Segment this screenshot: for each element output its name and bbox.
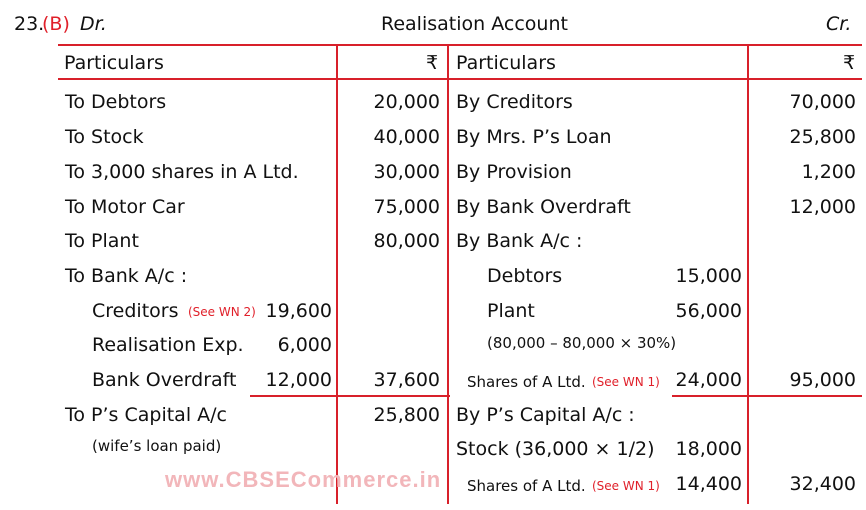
credit-amount-capital-total: 32,400 <box>789 473 856 495</box>
debit-label-p-capital: To P’s Capital A/c <box>65 404 227 426</box>
credit-label-provision: By Provision <box>456 161 572 183</box>
header-right-amount: ₹ <box>843 52 856 74</box>
debit-label-motor-car: To Motor Car <box>65 196 185 218</box>
credit-label-debtors: Debtors <box>487 265 563 287</box>
debit-label-bank-overdraft: Bank Overdraft <box>92 369 237 391</box>
debit-amount-plant: 80,000 <box>373 230 440 252</box>
debit-label-realisation-exp: Realisation Exp. <box>92 334 244 356</box>
credit-label-shares-bank: Shares of A Ltd. <box>467 373 586 391</box>
credit-amount-creditors: 70,000 <box>789 91 856 113</box>
credit-inner-shares-bank: 24,000 <box>675 369 742 391</box>
debit-label-stock: To Stock <box>65 126 144 148</box>
header-bottom-rule <box>58 78 862 80</box>
credit-inner-debtors: 15,000 <box>675 265 742 287</box>
debit-amount-debtors: 20,000 <box>373 91 440 113</box>
debit-marker: Dr. <box>80 13 107 35</box>
debit-label-debtors: To Debtors <box>65 91 167 113</box>
header-top-rule <box>58 44 862 46</box>
center-divider <box>447 44 449 504</box>
debit-inner-creditors: 19,600 <box>265 300 332 322</box>
credit-label-stock: Stock (36,000 × 1/2) <box>456 438 655 460</box>
credit-label-shares-capital: Shares of A Ltd. <box>467 477 586 495</box>
credit-amount-bank-overdraft: 12,000 <box>789 196 856 218</box>
credit-label-creditors: By Creditors <box>456 91 573 113</box>
debit-amount-p-capital: 25,800 <box>373 404 440 426</box>
debit-amount-bank-total: 37,600 <box>373 369 440 391</box>
credit-note-shares-capital: (See WN 1) <box>592 479 660 493</box>
credit-amount-provision: 1,200 <box>801 161 856 183</box>
credit-amount-bank-total: 95,000 <box>789 369 856 391</box>
left-amount-divider <box>336 44 338 504</box>
debit-inner-realisation-exp: 6,000 <box>277 334 332 356</box>
question-part: (B) <box>42 13 70 35</box>
header-right-particulars: Particulars <box>456 52 556 74</box>
header-left-particulars: Particulars <box>64 52 164 74</box>
debit-amount-shares: 30,000 <box>373 161 440 183</box>
debit-amount-stock: 40,000 <box>373 126 440 148</box>
debit-note-creditors: (See WN 2) <box>188 305 256 319</box>
debit-bank-total-rule <box>250 395 450 397</box>
debit-inner-bank-overdraft: 12,000 <box>265 369 332 391</box>
credit-note-shares-bank: (See WN 1) <box>592 375 660 389</box>
credit-amount-mrs-p-loan: 25,800 <box>789 126 856 148</box>
debit-label-creditors: Creditors <box>92 300 179 322</box>
credit-label-bank: By Bank A/c : <box>456 230 583 252</box>
credit-marker: Cr. <box>826 13 852 35</box>
account-title: Realisation Account <box>381 13 568 35</box>
watermark: www.CBSECommerce.in <box>165 467 442 492</box>
credit-bank-total-rule <box>672 395 862 397</box>
debit-label-shares: To 3,000 shares in A Ltd. <box>65 161 299 183</box>
credit-label-p-capital: By P’s Capital A/c : <box>456 404 635 426</box>
credit-inner-shares-capital: 14,400 <box>675 473 742 495</box>
debit-label-plant: To Plant <box>65 230 139 252</box>
debit-amount-motor-car: 75,000 <box>373 196 440 218</box>
header-left-amount: ₹ <box>426 52 439 74</box>
credit-label-mrs-p-loan: By Mrs. P’s Loan <box>456 126 612 148</box>
right-amount-divider <box>747 44 749 504</box>
credit-label-plant-calc: (80,000 – 80,000 × 30%) <box>487 334 677 352</box>
credit-label-bank-overdraft: By Bank Overdraft <box>456 196 631 218</box>
question-number: 23. <box>14 13 45 35</box>
debit-label-wife-loan: (wife’s loan paid) <box>92 437 222 455</box>
credit-inner-plant: 56,000 <box>675 300 742 322</box>
credit-label-plant: Plant <box>487 300 535 322</box>
credit-inner-stock: 18,000 <box>675 438 742 460</box>
debit-label-bank: To Bank A/c : <box>65 265 188 287</box>
